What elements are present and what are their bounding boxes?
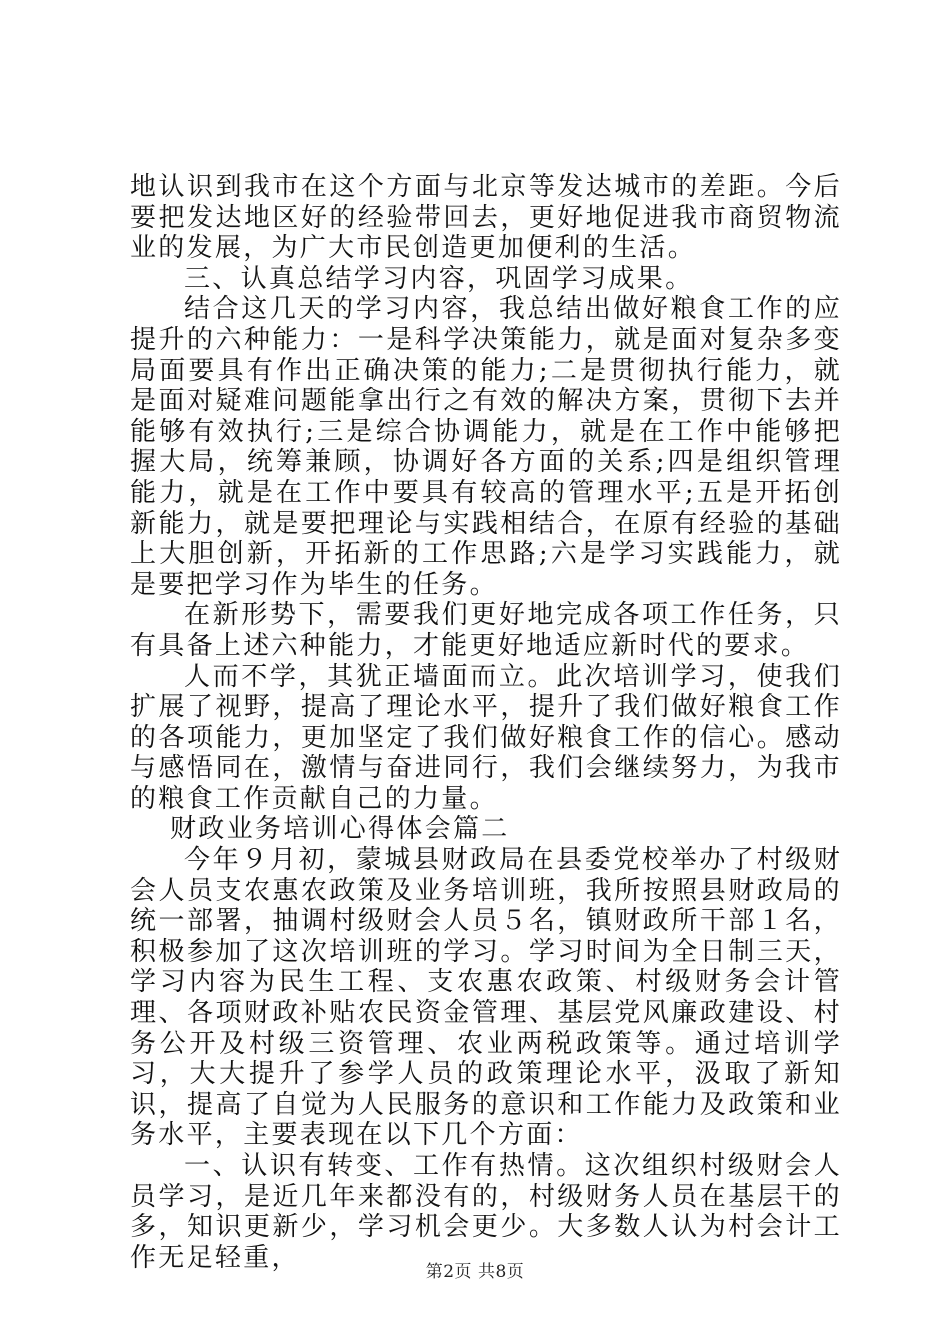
paragraph-continuation: 地认识到我市在这个方面与北京等发达城市的差距。今后要把发达地区好的经验带回去，更好地促进我市商贸物流业的发展，为广大市民创造更加便利的生活。 (130, 172, 842, 264)
paragraph-six-abilities: 结合这几天的学习内容，我总结出做好粮食工作的应提升的六种能力：一是科学决策能力，就是面对复杂多变局面要具有作出正确决策的能力;二是贯彻执行能力，就是面对疑难问题能拿出行之有效的解决方案，贯彻下去并能够有效执行;三是综合协调能力，就是在工作中能够把握大局，统筹兼顾，协调好各方面的关系;四是组织管理能力，就是在工作中要具有较高的管理水平;五是开拓创新能力，就是要把理论与实践相结合，在原有经验的基础上大胆创新，开拓新的工作思路;六是学习实践能力，就是要把学习作为毕生的任务。 (130, 294, 842, 600)
document-body (130, 172, 842, 1273)
paragraph-new-situation: 在新形势下，需要我们更好地完成各项工作任务，只有具备上述六种能力，才能更好地适应新时代的要求。 (130, 600, 842, 661)
article-title-part-two: 财政业务培训心得体会篇二 (170, 814, 510, 845)
paragraph-conclusion: 人而不学，其犹正墙面而立。此次培训学习，使我们扩展了视野，提高了理论水平，提升了我们做好粮食工作的各项能力，更加坚定了我们做好粮食工作的信心。感动与感悟同在，激情与奋进同行，我们会继续努力，为我市的粮食工作贡献自己的力量。 (130, 661, 842, 814)
paragraph-training-intro: 今年９月初，蒙城县财政局在县委党校举办了村级财会人员支农惠农政策及业务培训班，我所按照县财政局的统一部署，抽调村级财会人员５名，镇财政所干部１名，积极参加了这次培训班的学习。学习时间为全日制三天，学习内容为民生工程、支农惠农政策、村级财务会计管理、各项财政补贴农民资金管理、基层党风廉政建设、村务公开及村级三资管理、农业两税政策等。通过培训学习，大大提升了参学人员的政策理论水平，汲取了新知识，提高了自觉为人民服务的意识和工作能力及政策和业务水平，主要表现在以下几个方面： (130, 845, 842, 1151)
section-heading-three: 三、认真总结学习内容，巩固学习成果。 (184, 263, 694, 294)
page-number-footer: 第2页 共8页 (425, 1262, 525, 1282)
paragraph-point-one: 一、认识有转变、工作有热情。这次组织村级财会人员学习，是近几年来都没有的，村级财务人员在基层干的多，知识更新少，学习机会更少。大多数人认为村会计工作无足轻重， (130, 1151, 842, 1273)
